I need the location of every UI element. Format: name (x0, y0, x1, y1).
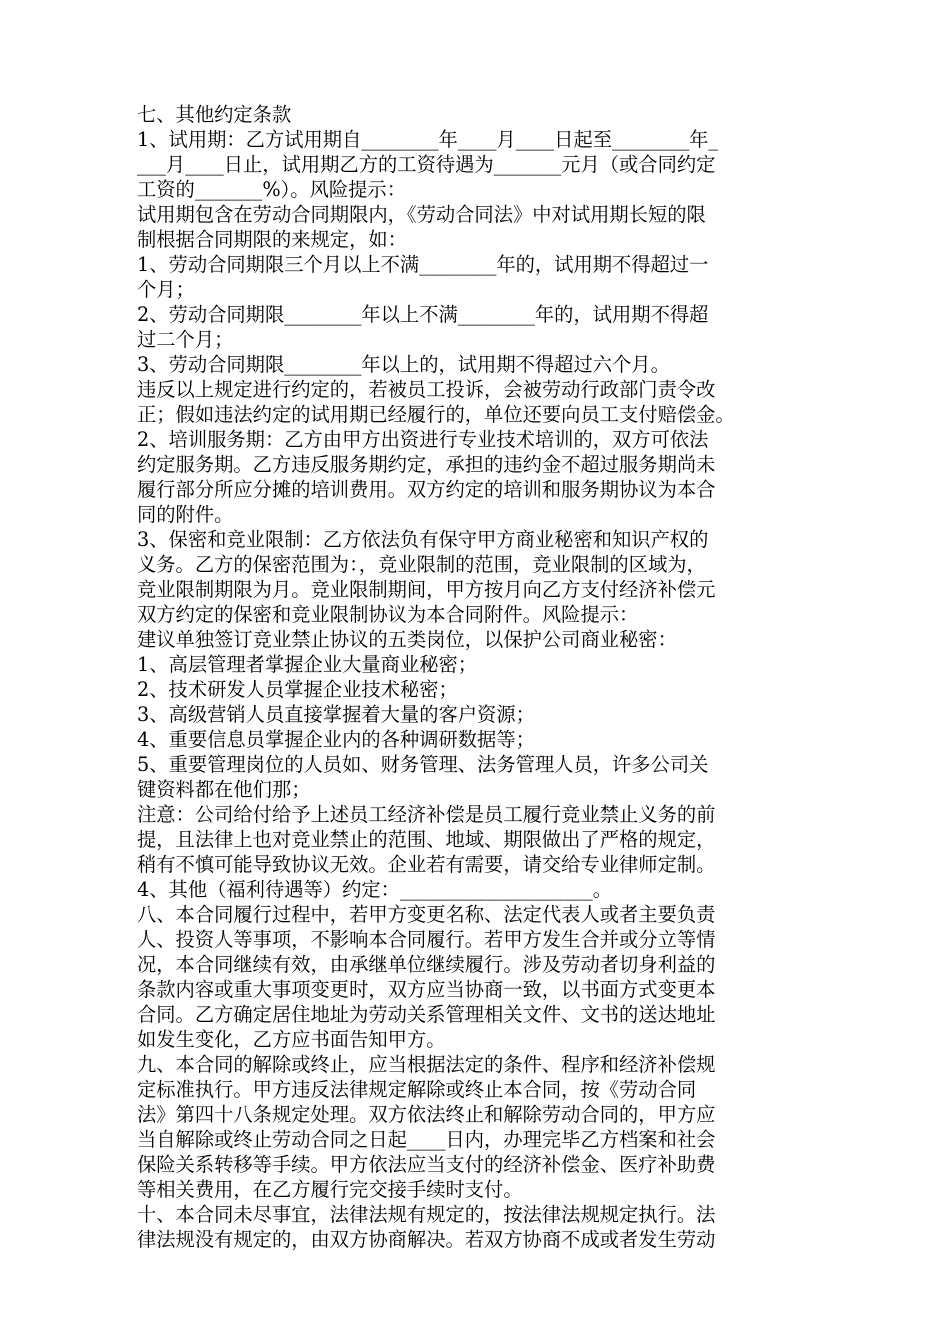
text-line: 保险关系转移等手续。甲方依法应当支付的经济补偿金、医疗补助费 (137, 1153, 716, 1176)
text-line: 稍有不慎可能导致协议无效。企业若有需要，请交给专业律师定制。 (137, 853, 716, 876)
text-line: 双方约定的保密和竞业限制协议为本合同附件。风险提示： (137, 603, 639, 626)
text-line: 建议单独签订竞业禁止协议的五类岗位，以保护公司商业秘密： (137, 628, 677, 651)
text-line: 当自解除或终止劳动合同之日起____日内，办理完毕乙方档案和社会 (137, 1128, 716, 1151)
text-line: 3、劳动合同期限________年以上的，试用期不得超过六个月。 (137, 353, 670, 376)
text-line: 1、试用期：乙方试用期自________年____月____日起至________年_ (137, 128, 719, 151)
text-line: 义务。乙方的保密范围为：，竞业限制的范围，竞业限制的区域为， (137, 553, 706, 576)
text-line: 4、其他（福利待遇等）约定：____________________。 (137, 878, 613, 901)
text-line: 同的附件。 (137, 503, 234, 526)
text-line: 过二个月； (137, 328, 234, 351)
text-line: 1、高层管理者掌握企业大量商业秘密； (137, 653, 478, 676)
text-line: 注意：公司给付给予上述员工经济补偿是员工履行竞业禁止义务的前 (137, 803, 716, 826)
text-line: 4、重要信息员掌握企业内的各种调研数据等； (137, 728, 535, 751)
text-line: 提，且法律上也对竞业禁止的范围、地域、期限做出了严格的规定， (137, 828, 716, 851)
text-line: 法》第四十八条规定处理。双方依法终止和解除劳动合同的，甲方应 (137, 1103, 716, 1126)
text-line: 5、重要管理岗位的人员如、财务管理、法务管理人员，许多公司关 (137, 753, 709, 776)
text-line: 个月； (137, 278, 195, 301)
text-line: 2、劳动合同期限________年以上不满________年的，试用期不得超 (137, 303, 709, 326)
text-line: 3、保密和竞业限制：乙方依法负有保守甲方商业秘密和知识产权的 (137, 528, 709, 551)
text-line: 十、本合同未尽事宜，法律法规有规定的，按法律法规规定执行。法 (137, 1203, 716, 1226)
text-line: 八、本合同履行过程中，若甲方变更名称、法定代表人或者主要负责 (137, 903, 716, 926)
text-line: 条款内容或重大事项变更时，双方应当协商一致，以书面方式变更本 (137, 978, 716, 1001)
text-line: 键资料都在他们那； (137, 778, 311, 801)
text-line: 约定服务期。乙方违反服务期约定，承担的违约金不超过服务期尚未 (137, 453, 716, 476)
text-line: 等相关费用，在乙方履行完交接手续时支付。 (137, 1178, 523, 1201)
document-body (137, 102, 817, 1252)
text-line: 况，本合同继续有效，由承继单位继续履行。涉及劳动者切身利益的 (137, 953, 716, 976)
text-line: 制根据合同期限的来规定，如： (137, 228, 407, 251)
text-line: 九、本合同的解除或终止，应当根据法定的条件、程序和经济补偿规 (137, 1053, 716, 1076)
text-line: 试用期包含在劳动合同期限内，《劳动合同法》中对试用期长短的限 (137, 203, 706, 226)
text-line: 人、投资人等事项，不影响本合同履行。若甲方发生合并或分立等情 (137, 928, 716, 951)
text-line: 合同。乙方确定居住地址为劳动关系管理相关文件、文书的送达地址 (137, 1003, 716, 1026)
text-line: ___月____日止，试用期乙方的工资待遇为_______元月（或合同约定 (137, 153, 716, 176)
text-line: 履行部分所应分摊的培训费用。双方约定的培训和服务期协议为本合 (137, 478, 716, 501)
text-line: 3、高级营销人员直接掌握着大量的客户资源； (137, 703, 535, 726)
text-line: 违反以上规定进行约定的，若被员工投诉，会被劳动行政部门责令改 (137, 378, 716, 401)
text-line: 工资的_______%）。风险提示： (137, 178, 406, 201)
text-line: 律法规没有规定的，由双方协商解决。若双方协商不成或者发生劳动 (137, 1228, 716, 1251)
text-line: 七、其他约定条款 (137, 103, 292, 126)
text-line: 1、劳动合同期限三个月以上不满________年的，试用期不得超过一 (137, 253, 709, 276)
text-line: 2、培训服务期：乙方由甲方出资进行专业技术培训的，双方可依法 (137, 428, 709, 451)
text-line: 如发生变化，乙方应书面告知甲方。 (137, 1028, 446, 1051)
text-line: 正；假如违法约定的试用期已经履行的，单位还要向员工支付赔偿金。 (137, 403, 735, 426)
text-line: 2、技术研发人员掌握企业技术秘密； (137, 678, 458, 701)
text-line: 竞业限制期限为月。竞业限制期间，甲方按月向乙方支付经济补偿元 (137, 578, 716, 601)
text-line: 定标准执行。甲方违反法律规定解除或终止本合同，按《劳动合同 (137, 1078, 697, 1101)
